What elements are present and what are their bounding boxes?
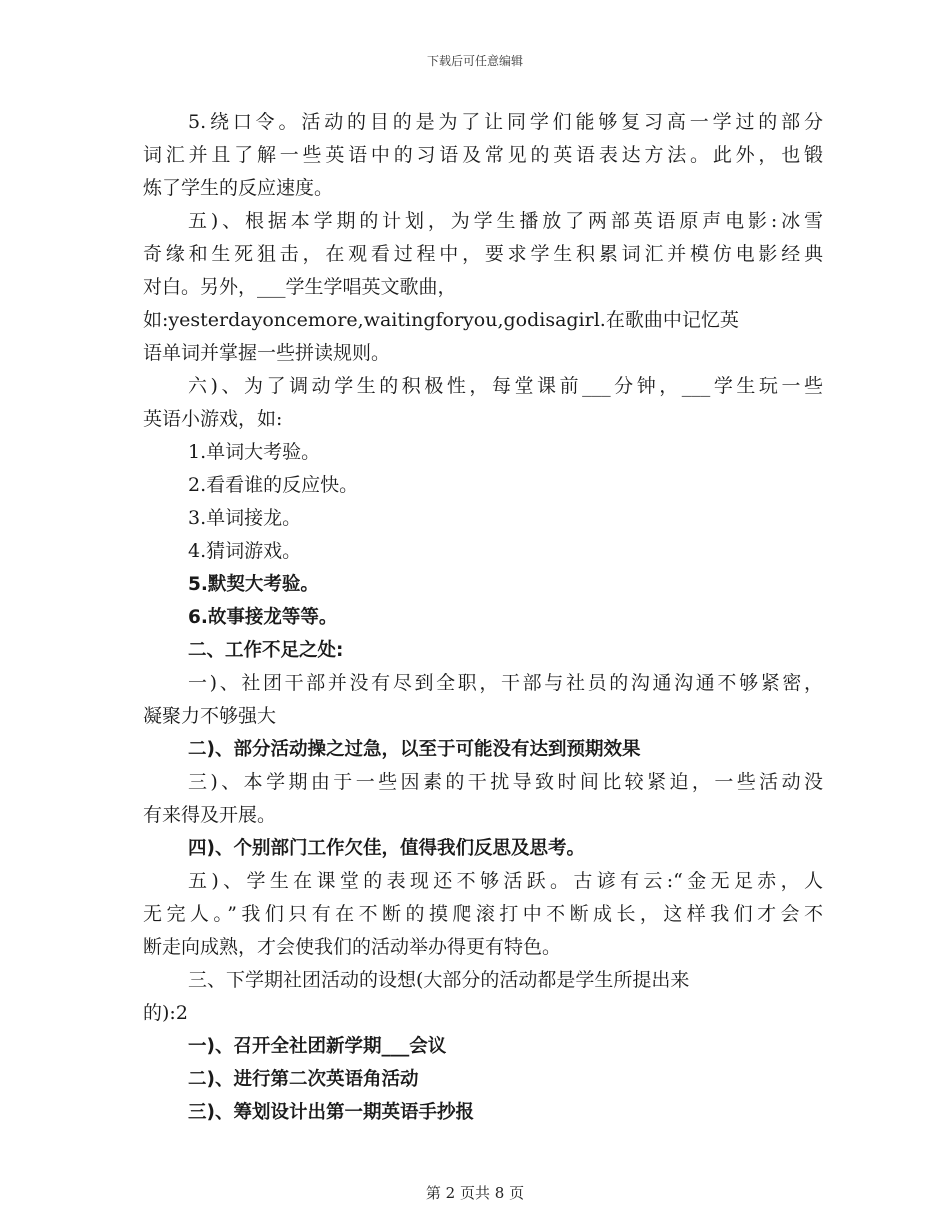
- text-line: 五)、根据本学期的计划，为学生播放了两部英语原声电影:冰雪: [188, 210, 823, 232]
- text-line: 4.猜词游戏。: [188, 540, 302, 562]
- text-line: 四)、个别部门工作欠佳，值得我们反思及思考。: [188, 838, 585, 859]
- text-line: 6.故事接龙等等。: [188, 607, 338, 628]
- text-line: 如:yesterdayoncemore,waitingforyou,godisagirl.在歌曲中记忆英: [143, 309, 739, 331]
- page-footer: 第 2 页共 8 页: [425, 1184, 525, 1202]
- text-line: 有来得及开展。: [143, 804, 277, 826]
- page-header: 下载后可任意编辑: [426, 54, 523, 68]
- text-line: 二、工作不足之处:: [188, 640, 344, 661]
- text-line: 五)、学生在课堂的表现还不够活跃。古谚有云:“金无足赤，人: [188, 870, 823, 892]
- text-line: 2.看看谁的反应快。: [188, 474, 359, 496]
- document-body: [143, 106, 823, 1129]
- text-line: 凝聚力不够强大: [143, 705, 277, 727]
- text-line: 三)、筹划设计出第一期英语手抄报: [188, 1102, 474, 1123]
- text-line: 一)、召开全社团新学期___会议: [188, 1036, 447, 1057]
- text-line: 词汇并且了解一些英语中的习语及常见的英语表达方法。此外，也锻: [143, 144, 823, 166]
- text-line: 1.单词大考验。: [188, 441, 321, 463]
- text-line: 语单词并掌握一些拼读规则。: [143, 342, 391, 364]
- text-line: 3.单词接龙。: [188, 507, 302, 529]
- text-line: 一)、社团干部并没有尽到全职，干部与社员的沟通沟通不够紧密，: [188, 672, 823, 694]
- text-line: 英语小游戏，如:: [143, 408, 283, 430]
- text-line: 无完人。”我们只有在不断的摸爬滚打中不断成长，这样我们才会不: [143, 903, 823, 925]
- text-line: 三)、本学期由于一些因素的干扰导致时间比较紧迫，一些活动没: [188, 771, 823, 793]
- text-line: 二)、部分活动操之过急，以至于可能没有达到预期效果: [188, 739, 641, 760]
- text-line: 炼了学生的反应速度。: [143, 177, 334, 199]
- text-line: 六)、为了调动学生的积极性，每堂课前___分钟，___学生玩一些: [188, 375, 823, 397]
- text-line: 5.绕口令。活动的目的是为了让同学们能够复习高一学过的部分: [188, 111, 823, 133]
- text-line: 对白。另外，___学生学唱英文歌曲，: [143, 276, 457, 298]
- text-line: 断走向成熟，才会使我们的活动举办得更有特色。: [143, 936, 562, 958]
- text-line: 5.默契大考验。: [188, 574, 319, 595]
- text-line: 二)、进行第二次英语角活动: [188, 1069, 419, 1090]
- text-line: 的):2: [143, 1002, 188, 1024]
- text-line: 三、下学期社团活动的设想(大部分的活动都是学生所提出来: [188, 969, 690, 991]
- text-line: 奇缘和生死狙击，在观看过程中，要求学生积累词汇并模仿电影经典: [143, 243, 823, 265]
